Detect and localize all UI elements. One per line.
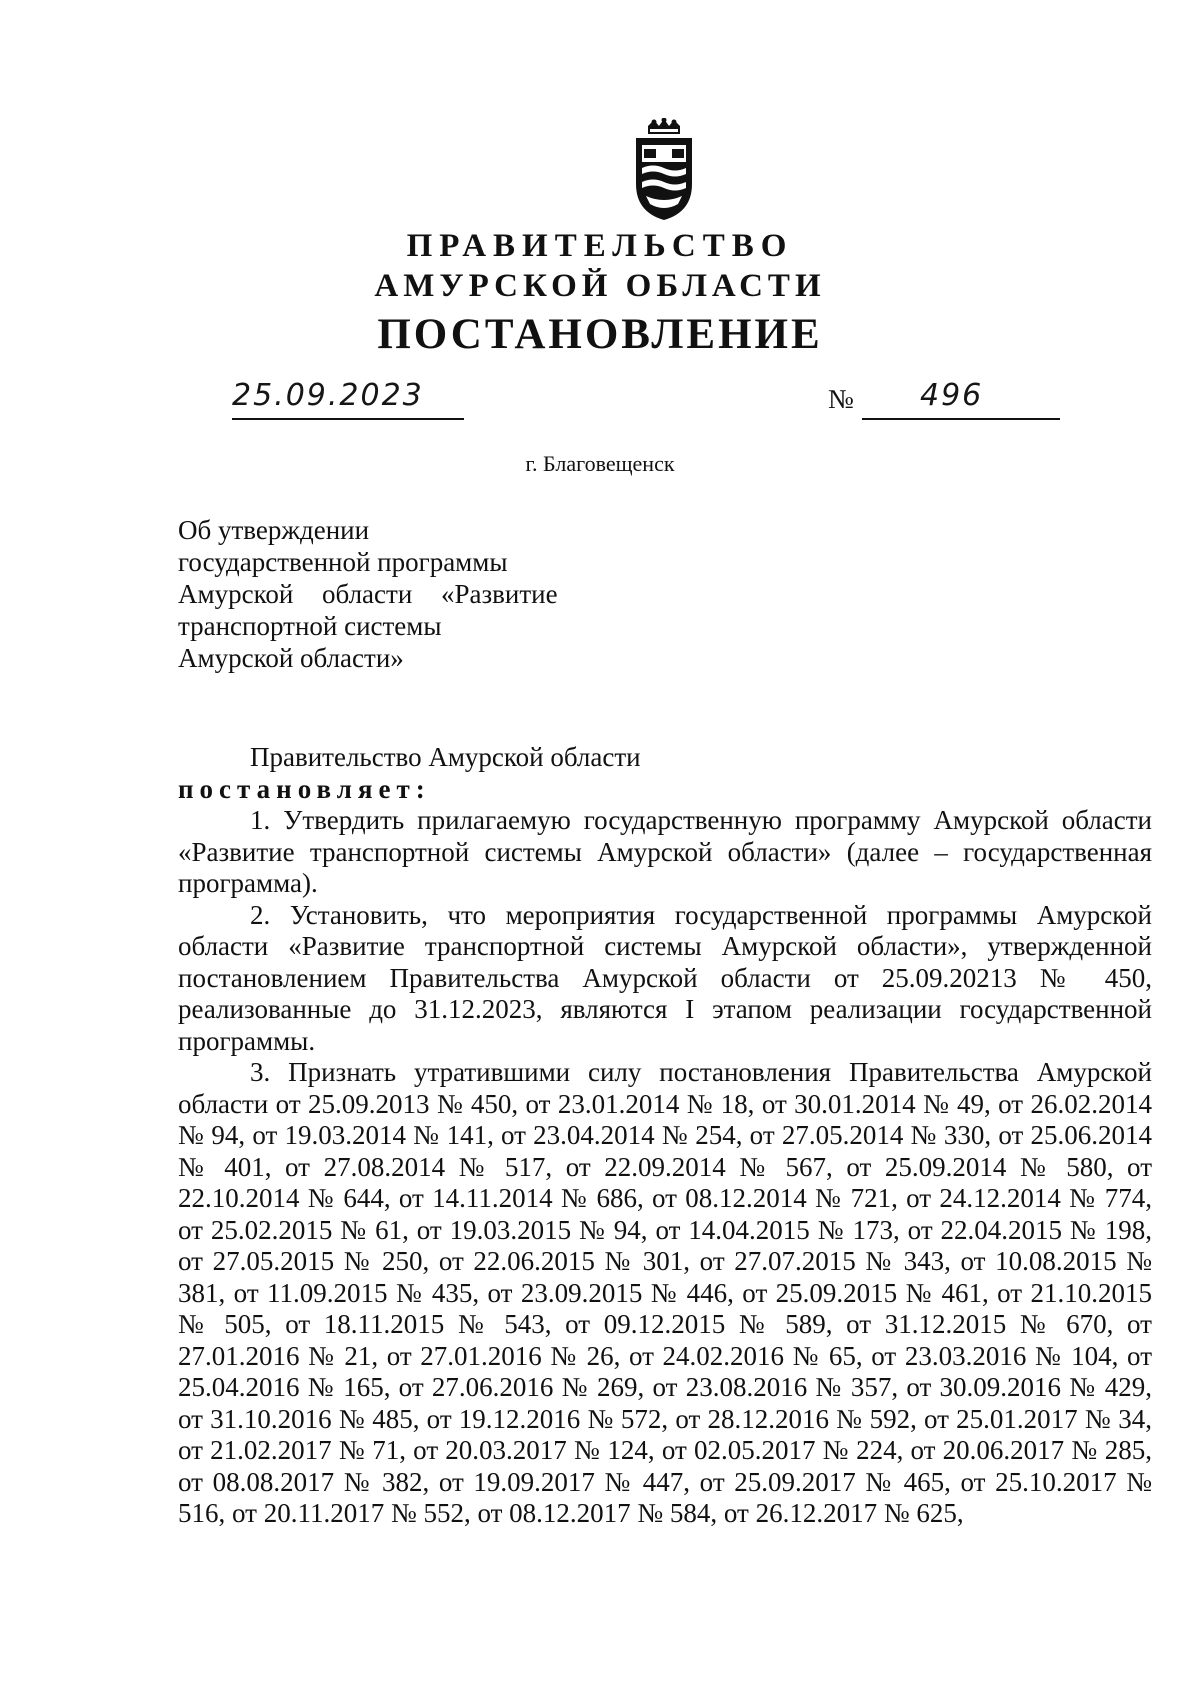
subject-line: транспортной системы <box>178 611 442 641</box>
subject-line: государственной программы <box>178 547 508 577</box>
body-preamble: Правительство Амурской области <box>250 742 641 772</box>
document-number: 496 <box>920 378 984 413</box>
amur-region-coat-of-arms-icon <box>626 118 702 222</box>
subject-line: Об утверждении <box>178 515 370 545</box>
organization-name-line-2: АМУРСКОЙ ОБЛАСТИ <box>374 268 826 304</box>
document-type-title: ПОСТАНОВЛЕНИЕ <box>377 311 823 358</box>
body-item-3: 3. Признать утратившими силу постановления Правительства Амурской области от 25.09.2013 № 450, от 23.01.2014 № 18, от 30.01.2014 № 49, от 26.02.2014 № 94, от 19.03.2014 № 141, от 23.04.2014 № 254, от 27.05.2014 № 330, от 25.06.2014 № 401, от 27.08.2014 № 517, от 22.09.2014 № 567, от 25.09.2014 № 580, от 22.10.2014 № 644, от 14.11.2014 № 686, от 08.12.2014 № 721, от 24.12.2014 № 774, от 25.02.2015 № 61, от 19.03.2015 № 94, от 14.04.2015 № 173, от 22.04.2015 № 198, от 27.05.2015 № 250, от 22.06.2015 № 301, от 27.07.2015 № 343, от 10.08.2015 № 381, от 11.09.2015 № 435, от 23.09.2015 № 446, от 25.09.2015 № 461, от 21.10.2015 № 505, от 18.11.2015 № 543, от 09.12.2015 № 589, от 31.12.2015 № 670, от 27.01.2016 № 21, от 27.01.2016 № 26, от 24.02.2016 № 65, от 23.03.2016 № 104, от 25.04.2016 № 165, от 27.06.2016 № 269, от 23.08.2016 № 357, от 30.09.2016 № 429, от 31.10.2016 № 485, от 19.12.2016 № 572, от 28.12.2016 № 592, от 25.01.2017 № 34, от 21.02.2017 № 71, от 20.03.2017 № 124, от 02.05.2017 № 224, от 20.06.2017 № 285, от 08.08.2017 № 382, от 19.09.2017 № 447, от 25.09.2017 № 465, от 25.10.2017 № 516, от 20.11.2017 № 552, от 08.12.2017 № 584, от 26.12.2017 № 625, <box>178 1057 1152 1528</box>
organization-name-line-1: ПРАВИТЕЛЬСТВО <box>406 228 794 264</box>
document-body <box>178 742 1152 1530</box>
document-date: 25.09.2023 <box>232 378 424 413</box>
document-number-label: № <box>828 384 854 414</box>
document-subject <box>178 514 558 674</box>
document-city: г. Благовещенск <box>525 451 675 476</box>
document-date-field <box>232 378 464 420</box>
subject-line: Амурской области «Развитие <box>178 579 558 609</box>
body-item-2: 2. Установить, что мероприятия государственной программы Амурской области «Развитие транспортной системы Амурской области», утвержденной постановлением Правительства Амурской области от 25.09.20213 № 450, реализованные до 31.12.2023, являются I этапом реализации государственной программы. <box>178 899 1152 1056</box>
subject-line: Амурской области» <box>178 643 404 673</box>
body-item-1: 1. Утвердить прилагаемую государственную программу Амурской области «Развитие транспортной системы Амурской области» (далее – государственная программа). <box>178 805 1152 898</box>
body-resolves: постановляет: <box>178 773 431 804</box>
document-number-field <box>862 378 1060 420</box>
